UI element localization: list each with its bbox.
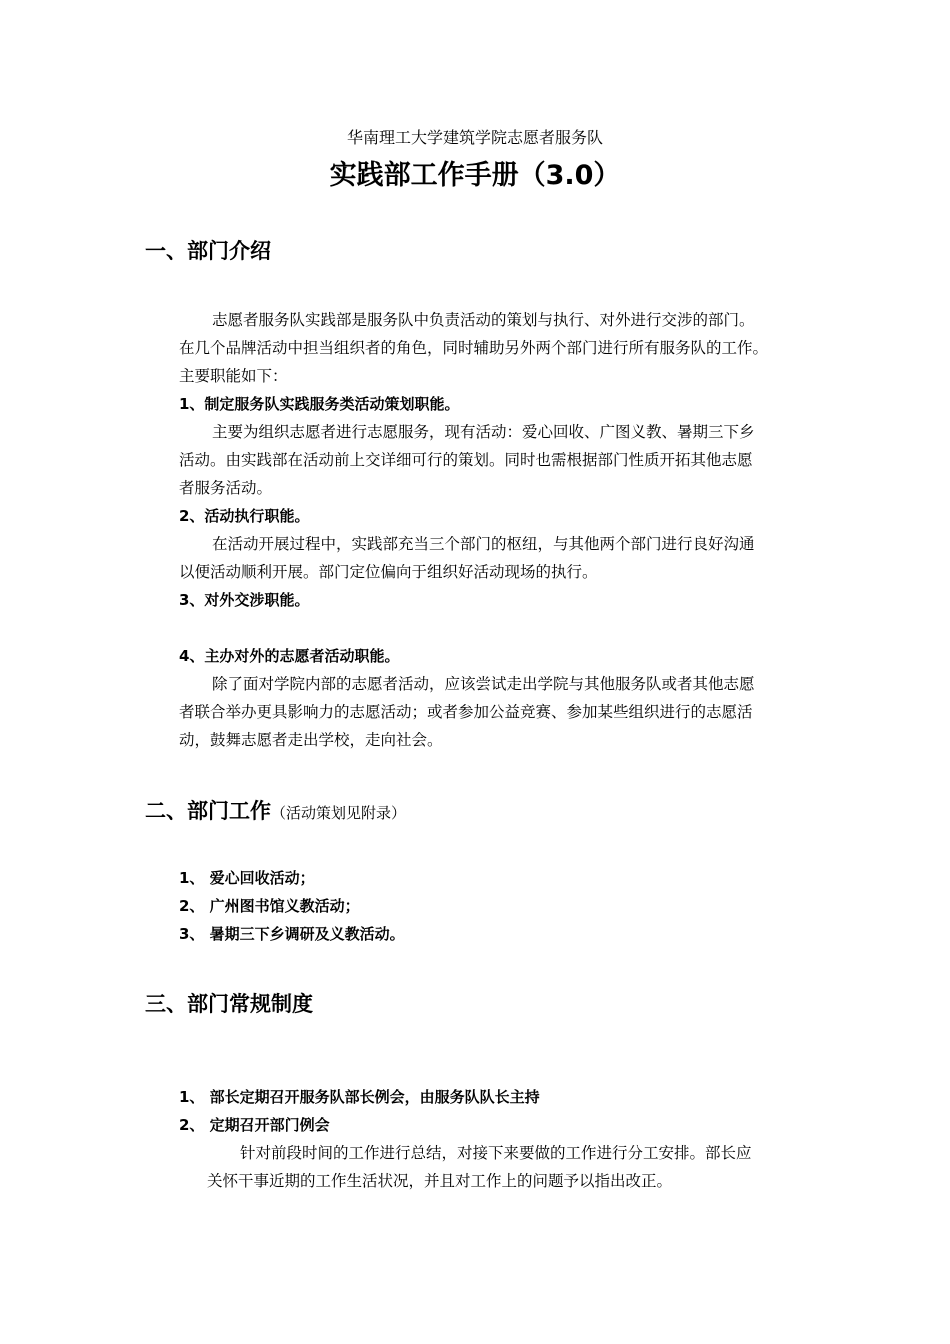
- intro-line-1: 志愿者服务队实践部是服务队中负责活动的策划与执行、对外进行交涉的部门。: [212, 311, 755, 329]
- intro-line-2: 在几个品牌活动中担当组织者的角色，同时辅助另外两个部门进行所有服务队的工作。: [179, 339, 769, 357]
- rule-item-2-line-1: 针对前段时间的工作进行总结，对接下来要做的工作进行分工安排。部长应: [240, 1144, 752, 1162]
- function-1-title: 1、制定服务队实践服务类活动策划职能。: [179, 395, 460, 413]
- document-title: 实践部工作手册（3.0）: [329, 160, 621, 191]
- section-heading-intro: 一、部门介绍: [145, 239, 271, 263]
- function-4-line-2: 者联合举办更具影响力的志愿活动；或者参加公益竞赛、参加某些组织进行的志愿活: [179, 703, 753, 721]
- function-4-line-3: 动，鼓舞志愿者走出学校，走向社会。: [179, 731, 443, 749]
- organization-name: 华南理工大学建筑学院志愿者服务队: [346, 128, 603, 147]
- rule-item-1: 1、 部长定期召开服务队部长例会，由服务队队长主持: [179, 1088, 540, 1106]
- function-1-line-2: 活动。由实践部在活动前上交详细可行的策划。同时也需根据部门性质开拓其他志愿: [179, 451, 753, 469]
- section-heading-rules: 三、部门常规制度: [145, 992, 313, 1016]
- function-2-line-2: 以便活动顺利开展。部门定位偏向于组织好活动现场的执行。: [179, 563, 598, 581]
- rule-item-2: 2、 定期召开部门例会: [179, 1116, 330, 1134]
- function-3-title: 3、对外交涉职能。: [179, 591, 310, 609]
- function-2-line-1: 在活动开展过程中，实践部充当三个部门的枢纽，与其他两个部门进行良好沟通: [212, 535, 755, 553]
- function-1-line-1: 主要为组织志愿者进行志愿服务，现有活动：爱心回收、广图义教、暑期三下乡: [212, 423, 755, 441]
- function-4-line-1: 除了面对学院内部的志愿者活动，应该尝试走出学院与其他服务队或者其他志愿: [212, 675, 755, 693]
- rule-item-2-line-2: 关怀干事近期的工作生活状况，并且对工作上的问题予以指出改正。: [207, 1172, 673, 1190]
- function-2-title: 2、活动执行职能。: [179, 507, 310, 525]
- work-item-1: 1、 爱心回收活动；: [179, 869, 315, 887]
- intro-line-3: 主要职能如下：: [179, 367, 288, 385]
- section-heading-work-note: （活动策划见附录）: [271, 804, 407, 822]
- work-item-3: 3、 暑期三下乡调研及义教活动。: [179, 925, 405, 943]
- function-4-title: 4、主办对外的志愿者活动职能。: [179, 647, 400, 665]
- section-heading-work-title: 二、部门工作: [145, 799, 271, 823]
- work-item-2: 2、 广州图书馆义教活动；: [179, 897, 360, 915]
- function-1-line-3: 者服务活动。: [179, 479, 273, 497]
- section-heading-work: [145, 797, 406, 827]
